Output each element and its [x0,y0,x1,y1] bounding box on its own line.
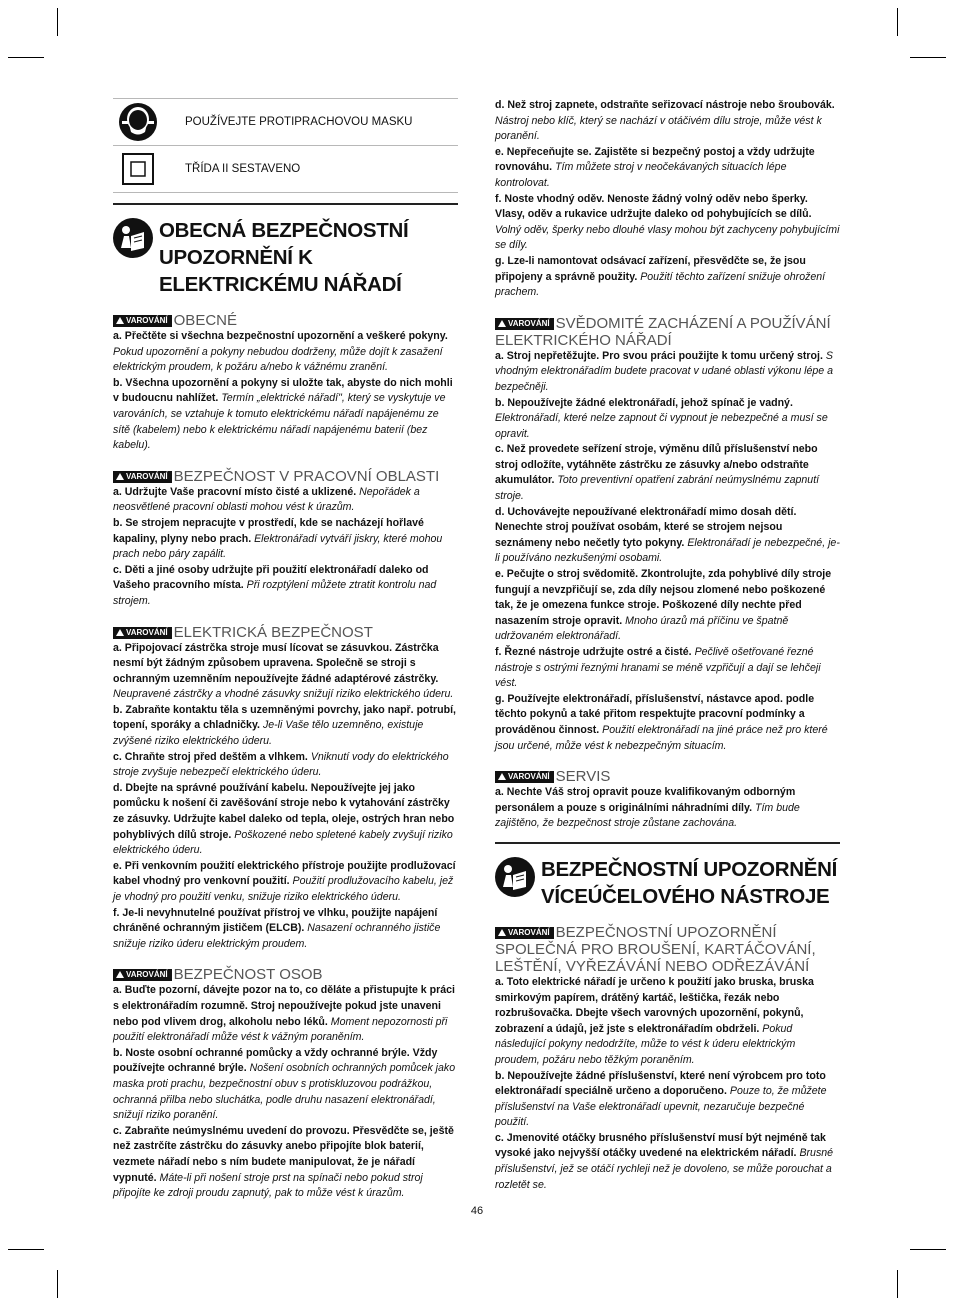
paragraph-lead: e. Při venkovním použití elektrického přístroje použijte prodlužovací kabel vhodný pro venkovní použití. [113,859,456,888]
paragraph [495,567,840,645]
major-title: OBECNÁ BEZPEČNOSTNÍ UPOZORNĚNÍ K ELEKTRICKÉMU NÁŘADÍ [159,219,409,296]
paragraph-note: Vniknutí vody do elektrického stroje zvyšuje nebezpečí elektrického úderu. [113,750,449,779]
paragraph-lead: g. Používejte elektronářadí, příslušenství, nástavce apod. podle těchto pokynů a také přitom respektujte pracovní podmínky a prováděnou činnost. [495,692,815,736]
paragraph-note: Nepořádek a neosvětlené pracovní oblasti mohou vést k úrazům. [113,485,420,514]
section-heading [113,966,458,983]
warning-triangle-icon [116,473,124,480]
warning-badge-label: VAROVÁNÍ [126,970,168,980]
crop-mark [57,8,58,36]
crop-mark [8,1249,44,1250]
paragraph-note: Pokud následující pokyny nedodržíte, může to vést k úderu elektrickým proudem, požáru nebo těžkým poraněním. [495,1022,796,1066]
icon-label: TŘÍDA II SESTAVENO [185,163,301,175]
paragraph-note: Pokud upozornění a pokyny nebudou dodrženy, může dojít k zasažení elektrickým proudem, k požáru a/nebo k vážnému zranění. [113,345,443,374]
warning-badge-label: VAROVÁNÍ [126,316,168,325]
page-number: 46 [470,1205,484,1217]
crop-mark [897,1270,898,1298]
paragraph [495,254,840,301]
paragraph [495,505,840,567]
icon-label: POUŽÍVEJTE PROTIPRACHOVOU MASKU [185,116,413,128]
paragraph [113,641,458,703]
major-heading [495,842,840,910]
crop-mark [897,8,898,36]
paragraph [113,859,458,906]
warning-badge-label: VAROVÁNÍ [126,627,168,637]
paragraph-note: Nástroj nebo klíč, který se nachází v otáčivém dílu stroje, může vést k poranění. [495,114,822,143]
section-heading [495,924,840,975]
warning-triangle-icon [498,773,506,780]
section-title: OBECNÉ [173,312,237,329]
paragraph [113,750,458,781]
section-heading [495,768,840,785]
paragraph-note: Poškozené nebo spletené kabely zvyšují riziko elektrického úderu. [113,828,453,857]
paragraph-lead: b. Noste osobní ochranné pomůcky a vždy ochranné brýle. Vždy používejte ochranné brýle. [113,1046,438,1075]
paragraph [113,1046,458,1124]
paragraph [113,516,458,563]
paragraph [113,376,458,454]
paragraph [113,563,458,610]
warning-badge-label: VAROVÁNÍ [508,318,550,328]
warning-triangle-icon [116,317,124,324]
paragraph-note: Volný oděv, šperky nebo dlouhé vlasy mohou být zachyceny pohybujícími se díly. [495,223,840,252]
paragraph-note: Je-li Vaše tělo uzemněno, existuje zvýšené riziko elektrického úderu. [113,719,424,748]
section-heading [113,312,458,329]
paragraph-lead: a. Připojovací zástrčka stroje musí lícovat se zásuvkou. Zástrčka nesmí být žádným způsobem upravena. Společně se stroji s ochranným uzemněním nepoužívejte žádné adaptérové zástrčky. [113,641,439,685]
paragraph [495,975,840,1069]
paragraph-lead: c. Jmenovité otáčky brusného příslušenství musí být nejméně tak vysoké jako nejvyšší otáčky uvedené na elektrickém nářadí. [495,1131,826,1160]
paragraph-note: Elektronářadí vytváří jiskry, které mohou prach nebo páry zapálit. [113,532,443,561]
paragraph-note: Brusné příslušenství, jež se otáčí rychleji než je dovoleno, se může porouchat a rozletět se. [495,1147,834,1191]
warning-badge [113,471,172,483]
paragraph-lead: d. Uchovávejte nepoužívané elektronářadí mimo dosah dětí. Nenechte stroj používat osobám, které se strojem nejsou seznámeny nebo nečetly tyto pokyny. [495,505,797,549]
read-manual-icon [495,857,535,897]
paragraph-note: Nošení osobních ochranných pomůcek jako maska proti prachu, bezpečnostní obuv s protiskluzovou podrážkou, ochranná přilba nebo sluchátka, podle druhu nasazení elektronářadí, snižují riziko poranění. [113,1062,456,1122]
paragraph [113,703,458,750]
icon-table-row [113,98,458,146]
paragraph-lead: b. Všechna upozornění a pokyny si uložte tak, abyste do nich mohli v budoucnu nahlížet. [113,376,453,405]
paragraph-note: Použití prodlužovacího kabelu, jež je vhodný pro použití venku, snižuje riziko elektrického úderu. [113,875,454,903]
paragraph-note: Termín „elektrické nářadí", který se vyskytuje ve varováních, se vztahuje k tomuto elektrickému nářadí napájenému ze sítě (kabelem) nebo k elektrickému nářadí napájenému baterií (bez kabelu). [113,392,446,452]
section-title: SERVIS [555,768,611,786]
crop-mark [910,57,946,58]
icon-table-row [113,146,458,193]
section-title: BEZPEČNOST V PRACOVNÍ OBLASTI [173,467,440,485]
paragraph [495,349,840,396]
paragraph-lead: e. Nepřeceňujte se. Zajistěte si bezpečný postoj a vždy udržujte rovnováhu. [495,145,815,174]
paragraph [495,98,840,145]
warning-badge-label: VAROVÁNÍ [508,927,550,937]
paragraph-note: Moment nepozornosti při použití elektronářadí může vést k vážným poraněním. [113,1015,448,1044]
paragraph [495,1131,840,1193]
paragraph-lead: f. Řezné nástroje udržujte ostré a čisté. [495,646,692,658]
major-heading [113,203,458,298]
paragraph-note: Pouze to, že můžete příslušenství na Vaše elektronářadí upevnit, nezaručuje bezpečné použití. [495,1085,827,1129]
paragraph [113,329,458,376]
warning-badge [113,969,172,981]
paragraph [495,145,840,192]
paragraph-lead: d. Dbejte na správné používání kabelu. Nepoužívejte jej jako pomůcku k nošení či zavěšování stroje nebo k vytahování zástrčky ze zásuvky. Udržujte kabel daleko od tepla, oleje, ostrých hran nebo pohyblivých dílů stroje. [113,781,455,841]
paragraph-lead: a. Buďte pozorní, dávejte pozor na to, co děláte a přistupujte k práci s elektronářadím rozumně. Stroj nepoužívejte pokud jste unaveni nebo pod vlivem drog, alkoholu nebo léků. [113,984,455,1028]
paragraph-lead: g. Lze-li namontovat odsávací zařízení, přesvědčte se, že jsou připojeny a správně použity. [495,254,806,283]
paragraph-note: Pečlivě ošetřované řezné nástroje s ostrými řeznými hranami se méně vzpřičují a dají se lehčeji vést. [495,646,821,690]
paragraph [113,906,458,953]
paragraph [113,1124,458,1202]
paragraph-note: Elektronářadí je nebezpečné, je-li používáno nezkušenými osobami. [495,536,840,565]
read-manual-icon [113,218,153,258]
paragraph [113,485,458,516]
paragraph-lead: c. Chraňte stroj před deštěm a vlhkem. [113,750,308,763]
paragraph [495,192,840,254]
paragraph-lead: e. Pečujte o stroj svědomitě. Zkontrolujte, zda pohyblivé díly stroje fungují a nevzpřičují se, zda díly nejsou zlomené nebo poškozené tak, že je omezena funkce stroje. Poškozené díly nechte před nasazením stroje opravit. [495,568,832,627]
paragraph-lead: c. Děti a jiné osoby udržujte při použití elektronářadí daleko od Vašeho pracovního místa. [113,563,429,592]
paragraph-note: Použití těchto zařízení snižuje ohrožení prachem. [495,270,826,299]
section-title: BEZPEČNOST OSOB [173,966,323,984]
paragraph-lead: a. Nechte Váš stroj opravit pouze kvalifikovaným odborným personálem a pouze s originálními náhradními díly. [495,786,796,814]
warning-badge [113,627,172,639]
warning-badge-label: VAROVÁNÍ [126,471,168,481]
paragraph-lead: d. Než stroj zapnete, odstraňte seřizovací nástroje nebo šroubovák. [495,99,835,111]
warning-triangle-icon [498,929,506,936]
paragraph-lead: b. Zabraňte kontaktu těla s uzemněnými povrchy, jako např. potrubí, topení, sporáky a chladničky. [113,703,456,732]
crop-mark [57,1270,58,1298]
paragraph [495,396,840,443]
paragraph-note: Tím můžete stroj v neočekávaných situacích lépe kontrolovat. [495,161,787,189]
paragraph-lead: b. Nepoužívejte žádné elektronářadí, jehož spínač je vadný. [495,396,793,409]
paragraph-lead: c. Než provedete seřízení stroje, výměnu dílů příslušenství nebo stroj odložíte, vytáhněte zástrčku ze zásuvky a/nebo odstraňte akumulátor. [495,443,818,487]
crop-mark [8,57,44,58]
section-title: ELEKTRICKÁ BEZPEČNOST [173,623,373,641]
paragraph [495,692,840,754]
paragraph-note: Při rozptýlení můžete ztratit kontrolu nad strojem. [113,579,437,607]
paragraph-lead: a. Toto elektrické nářadí je určeno k použití jako bruska, bruska smirkovým papírem, drátěný kartáč, leštička, řezák nebo rozbrušovačka. Dbejte všech varovných upozornění, pokynů, zobrazení a údajů, jež jste s elektronářadím obdrželi. [495,975,814,1035]
paragraph-note: Neupravené zástrčky a vhodné zásuvky snižují riziko elektrického úderu. [113,688,454,701]
section-heading [113,468,458,485]
warning-badge-label: VAROVÁNÍ [508,772,550,782]
paragraph [113,983,458,1045]
warning-badge [495,318,554,330]
right-column [495,98,840,1193]
warning-triangle-icon [116,971,124,978]
section-heading [495,315,840,349]
warning-triangle-icon [116,629,124,636]
paragraph [495,645,840,692]
paragraph-lead: a. Udržujte Vaše pracovní místo čisté a uklizené. [113,485,357,498]
paragraph-note: Mnoho úrazů má příčinu ve špatně udržovaném elektronářadí. [495,614,789,643]
dust-mask-icon [113,99,163,145]
paragraph-note: Použití elektronářadí na jiné práce než pro které jsou určené, může vést k nebezpečným situacím. [495,723,828,752]
section-title: SVĚDOMITÉ ZACHÁZENÍ A POUŽÍVÁNÍ ELEKTRICKÉHO NÁŘADÍ [495,314,831,349]
warning-badge [495,927,554,939]
paragraph-lead: f. Noste vhodný oděv. Nenoste žádný volný oděv nebo šperky. Vlasy, oděv a rukavice udržujte daleko od pohybujících se dílů. [495,192,812,221]
paragraph-note: Máte-li při nošení stroje prst na spínači nebo pokud stroj připojíte ke zdroji proudu zapnutý, pak to může vést k úrazům. [113,1171,423,1200]
paragraph-note: Nasazení ochranného jističe snižuje riziko úderu elektrickým proudem. [113,922,441,950]
left-column [113,98,458,1202]
warning-triangle-icon [498,320,506,327]
paragraph-note: S vhodným elektronářadím budete pracovat v udané oblasti výkonu lépe a bezpečněji. [495,349,834,393]
major-title: BEZPEČNOSTNÍ UPOZORNĚNÍ VÍCEÚČELOVÉHO NÁSTROJE [541,857,838,908]
class-ii-icon [113,146,163,192]
section-title: BEZPEČNOSTNÍ UPOZORNĚNÍ SPOLEČNÁ PRO BROUŠENÍ, KARTÁČOVÁNÍ, LEŠTĚNÍ, VYŘEZÁVÁNÍ NEBO ODŘEZÁVÁNÍ [495,923,816,975]
paragraph [495,442,840,504]
crop-mark [910,1249,946,1250]
paragraph-lead: b. Nepoužívejte žádné příslušenství, které není výrobcem pro toto elektronářadí speciálně určeno a doporučeno. [495,1069,826,1098]
paragraph [495,1069,840,1131]
paragraph-lead: c. Zabraňte neúmyslnému uvedení do provozu. Přesvědčte se, ještě než zastrčíte zástrčku do zásuvky anebo připojíte blok baterií, vezmete nářadí nebo s ním budete manipulovat, že je nářadí vypnuté. [113,1124,454,1184]
paragraph-note: Toto preventivní opatření zabrání neúmyslnému zapnutí stroje. [495,474,820,503]
paragraph-lead: b. Se strojem nepracujte v prostředí, kde se nacházejí hořlavé kapaliny, plyny nebo prach. [113,516,424,545]
section-heading [113,624,458,641]
paragraph-lead: a. Přečtěte si všechna bezpečnostní upozornění a veškeré pokyny. [113,330,448,342]
paragraph-note: Tím bude zajištěno, že bezpečnost stroje zůstane zachována. [495,801,800,830]
paragraph-lead: a. Stroj nepřetěžujte. Pro svou práci použijte k tomu určený stroj. [495,349,823,362]
paragraph-note: Elektronářadí, které nelze zapnout či vypnout je nebezpečné a musí se opravit. [495,412,828,440]
paragraph [113,781,458,859]
warning-badge [113,315,172,327]
warning-badge [495,771,554,783]
paragraph [495,785,840,832]
paragraph-lead: f. Je-li nevyhnutelné používat přístroj ve vlhku, použijte napájení chráněné ochranným jističem (ELCB). [113,906,438,935]
